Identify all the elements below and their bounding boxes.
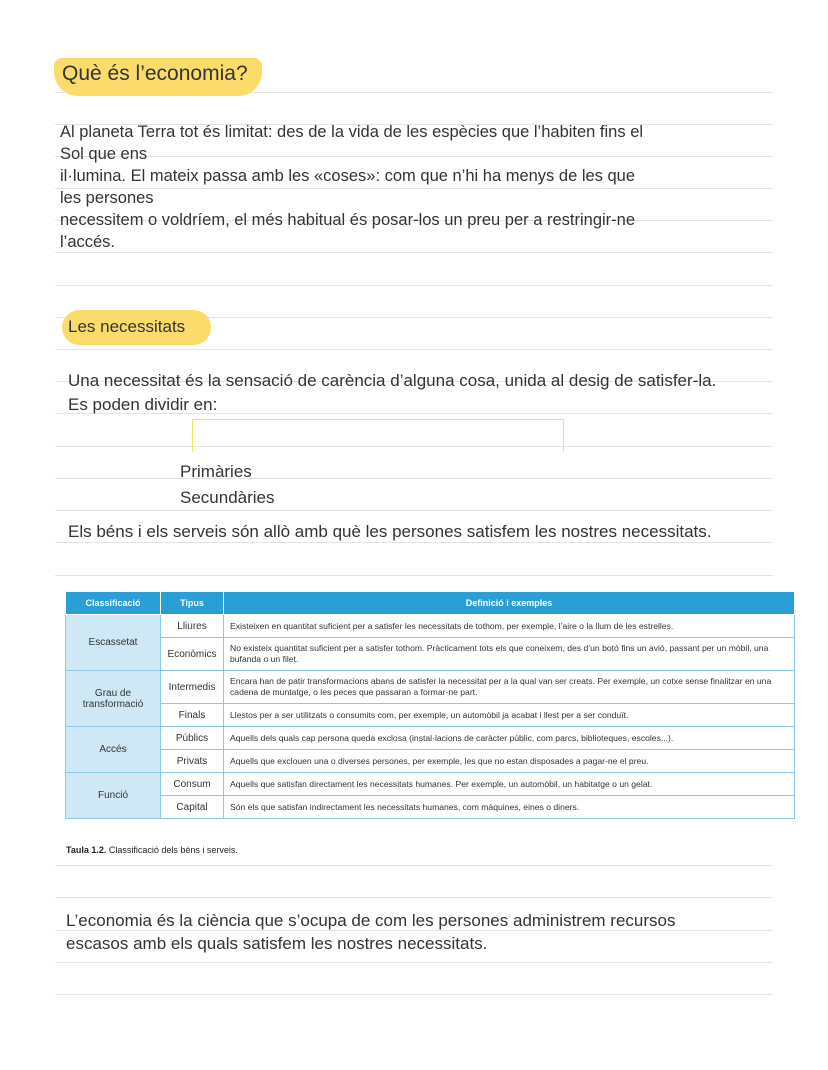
intro-line: il·lumina. El mateix passa amb les «coses»: com que n’hi ha menys de les que — [60, 167, 636, 185]
ruled-line — [55, 478, 773, 479]
intro-line: Sol que ens — [60, 145, 148, 163]
caption-label: Taula 1.2. — [66, 845, 107, 855]
ruled-line — [55, 285, 773, 286]
type-cell: Capital — [161, 796, 224, 819]
ruled-line — [55, 962, 773, 963]
definition-cell: Existeixen en quantitat suficient per a satisfer les necessitats de tothom, per exemple, l’aire o la llum de les estrelles. — [224, 615, 795, 638]
conclusion-paragraph — [66, 909, 675, 955]
title-highlighted-text: Què és l’economia — [62, 62, 236, 85]
type-cell: Privats — [161, 750, 224, 773]
category-cell: Accés — [66, 727, 161, 773]
table-row — [66, 796, 795, 819]
definition-cell: Encara han de patir transformacions abans de satisfer la necessitat per a la qual van ser creats. Per exemple, un cotxe sense finalitzar en una cadena de muntatge, o les peces que passaran a formar-ne part. — [224, 671, 795, 704]
definition-cell: No existeix quantitat suficient per a satisfer tothom. Pràcticament tots els que coneixem, des d’un botó fins un avió, passant per un mòbil, una bufanda o un filet. — [224, 638, 795, 671]
type-cell: Consum — [161, 773, 224, 796]
category-cell: Funció — [66, 773, 161, 819]
ruled-line — [55, 897, 773, 898]
section-heading: Les necessitats — [68, 317, 186, 336]
page-title — [62, 62, 248, 86]
ruled-line — [55, 575, 773, 576]
ruled-line — [55, 865, 773, 866]
intro-line: Al planeta Terra tot és limitat: des de la vida de les espècies que l’habiten fins el — [60, 123, 644, 141]
table-row — [66, 773, 795, 796]
ruled-line — [55, 510, 773, 511]
conclusion-line: L’economia és la ciència que s’ocupa de com les persones administrem recursos — [66, 911, 676, 930]
header-classification: Classificació — [66, 592, 161, 615]
definition-cell: Aquells dels quals cap persona queda exclosa (instal·lacions de caràcter públic, com parcs, biblioteques, escoles...). — [224, 727, 795, 750]
table-row — [66, 615, 795, 638]
definition-cell: Aquells que exclouen una o diverses persones, per exemple, les que no estan disposades a pagar-ne el preu. — [224, 750, 795, 773]
definition-cell: Són els que satisfan indirectament les necessitats humanes, com màquines, eines o diners. — [224, 796, 795, 819]
header-type: Tipus — [161, 592, 224, 615]
classification-table — [65, 591, 795, 819]
category-cell: Grau de transformació — [66, 671, 161, 727]
definition-cell: Aquells que satisfan directament les necessitats humanes. Per exemple, un automòbil, un habitatge o un gelat. — [224, 773, 795, 796]
intro-line: l’accés. — [60, 233, 116, 251]
category-cell: Escassetat — [66, 615, 161, 671]
table-header-row — [66, 592, 795, 615]
type-cell: Lliures — [161, 615, 224, 638]
table-row — [66, 704, 795, 727]
conclusion-line: escasos amb els quals satisfem les nostres necessitats. — [66, 934, 488, 953]
need-type-item: Secundàries — [180, 488, 275, 507]
ruled-line — [55, 994, 773, 995]
intro-line: necessitem o voldríem, el més habitual és posar-los un preu per a restringir-ne — [60, 211, 636, 229]
definition-cell: Llestos per a ser utilitzats o consumits com, per exemple, un automòbil ja acabat i llest per a ser conduït. — [224, 704, 795, 727]
header-definition: Definició i exemples — [224, 592, 795, 615]
intro-line: les persones — [60, 189, 154, 207]
caption-text: Classificació dels béns i serveis. — [106, 845, 238, 855]
type-cell: Econòmics — [161, 638, 224, 671]
table-row — [66, 638, 795, 671]
intro-paragraph — [60, 121, 643, 253]
need-type-item: Primàries — [180, 462, 252, 481]
title-suffix: ? — [235, 62, 248, 85]
table-caption — [66, 845, 238, 855]
type-cell: Intermedis — [161, 671, 224, 704]
yellow-annotation-box — [192, 419, 564, 452]
table-row — [66, 727, 795, 750]
needs-intro: Es poden dividir en: — [68, 395, 218, 414]
ruled-line — [55, 349, 773, 350]
goods-statement: Els béns i els serveis són allò amb què les persones satisfem les nostres necessitats. — [68, 522, 712, 541]
needs-definition: Una necessitat és la sensació de carència d’alguna cosa, unida al desig de satisfer-la. — [68, 371, 717, 390]
type-cell: Finals — [161, 704, 224, 727]
type-cell: Públics — [161, 727, 224, 750]
table-row — [66, 671, 795, 704]
table-row — [66, 750, 795, 773]
